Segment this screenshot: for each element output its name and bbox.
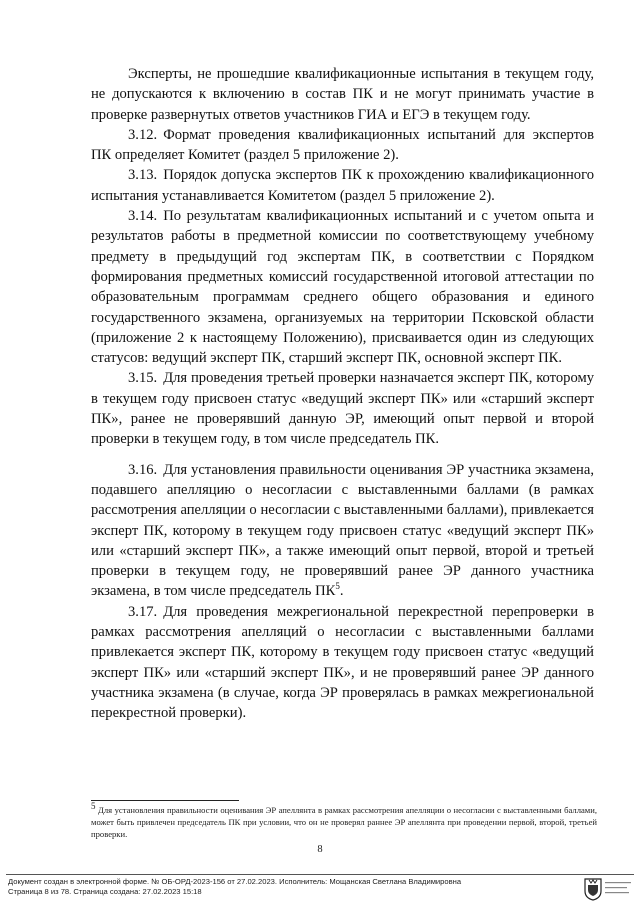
paragraph-3-16 [91,460,594,602]
body-text [91,64,594,724]
clause-number: 3.16. [128,461,158,478]
footnote-text: Для установления правильности оценивания ЭР апеллянта в рамках рассмотрения апелляции о несогласии с выставленными баллами, может быть привлечен председатель ПК при условии, что он не проверял раннее ЭР апеллянта при проведении первой, второй, третьей проверки. [91,805,597,839]
clause-text: Формат проведения квалификационных испытаний для экспертов ПК определяет Комитет (раздел 5 приложение 2). [91,126,594,164]
clause-text: По результатам квалификационных испытаний и с учетом опыта и результатов работы в предметной комиссии по соответствующему учебному предмету в предыдущий год экспертам ПК, в соответствии с Порядком формирования предметных комиссий государственной итоговой аттестации по образовательным программам среднего общего образования и единого государственного экзамена, организуемых на территории Псковской области (приложение 2 к настоящему Положению), присваивается один из следующих статусов: ведущий эксперт ПК, старший эксперт ПК, основной эксперт ПК. [91,208,594,367]
paragraph-3-12 [91,125,594,166]
clause-number: 3.13. [128,167,158,184]
emblem-graphic [582,876,634,902]
paragraph-3-13 [91,165,594,206]
footnote [91,801,597,840]
paragraph-3-17 [91,602,594,724]
document-footer [8,877,568,897]
footer-page-info: Страница 8 из 78. Страница создана: 27.02.2023 15:18 [8,887,202,896]
footer-document-info: Документ создан в электронной форме. № ОБ-ОРД-2023-156 от 27.02.2023. Исполнитель: Мощанская Светлана Владимировна [8,877,462,886]
clause-text: Для установления правильности оценивания ЭР участника экзамена, подавшего апелляцию о несогласии с выставленными баллами (в рамках рассмотрения апелляции о несогласии с выставленными баллами), привлекается эксперт ПК, которому в текущем году присвоен статус «ведущий эксперт ПК» или «старший эксперт ПК», а также имеющий опыт первой, второй и третьей проверки в текущем году, не проверявший ранее ЭР данного участника экзамена, в том числе председатель ПК [91,461,594,600]
clause-number: 3.14. [128,208,158,225]
coat-of-arms-icon [582,876,634,902]
footnote-divider [91,800,239,801]
clause-text: Для проведения третьей проверки назначается эксперт ПК, которому в текущем году присвоен статус «ведущий эксперт ПК» или «старший эксперт ПК», ранее не проверявший данную ЭР, имеющий опыт первой и второй проверки в текущем году, в том числе председатель ПК. [91,370,594,448]
clause-number: 3.17. [128,603,158,620]
page-number: 8 [317,844,323,855]
clause-number: 3.15. [128,370,158,387]
paragraph-3-15 [91,368,594,449]
clause-text: Порядок допуска экспертов ПК к прохождению квалификационного испытания устанавливается Комитетом (раздел 5 приложение 2). [91,167,594,204]
paragraph-3-11-continued: Эксперты, не прошедшие квалификационные испытания в текущем году, не допускаются к включению в состав ПК и не могут принимать участие в проверке развернутых ответов участников ГИА и ЕГЭ в текущем году. [91,66,594,123]
clause-tail: . [339,583,344,600]
footnote-mark: 5 [91,801,96,812]
footnote-reference[interactable]: 5 [335,581,340,592]
paragraph-3-14 [91,206,594,368]
clause-text: Для проведения межрегиональной перекрестной перепроверки в рамках рассмотрения апелляций о несогласии с выставленными баллами привлекается эксперт ПК, которому в текущем году присвоен статус «ведущий эксперт ПК» или «старший эксперт ПК», и не проверявший ранее ЭР данного участника экзамена (в случае, когда ЭР проверялась в рамках межрегиональной перекрестной проверки). [91,603,594,722]
footer-divider [6,874,634,875]
clause-number: 3.12. [128,126,158,143]
